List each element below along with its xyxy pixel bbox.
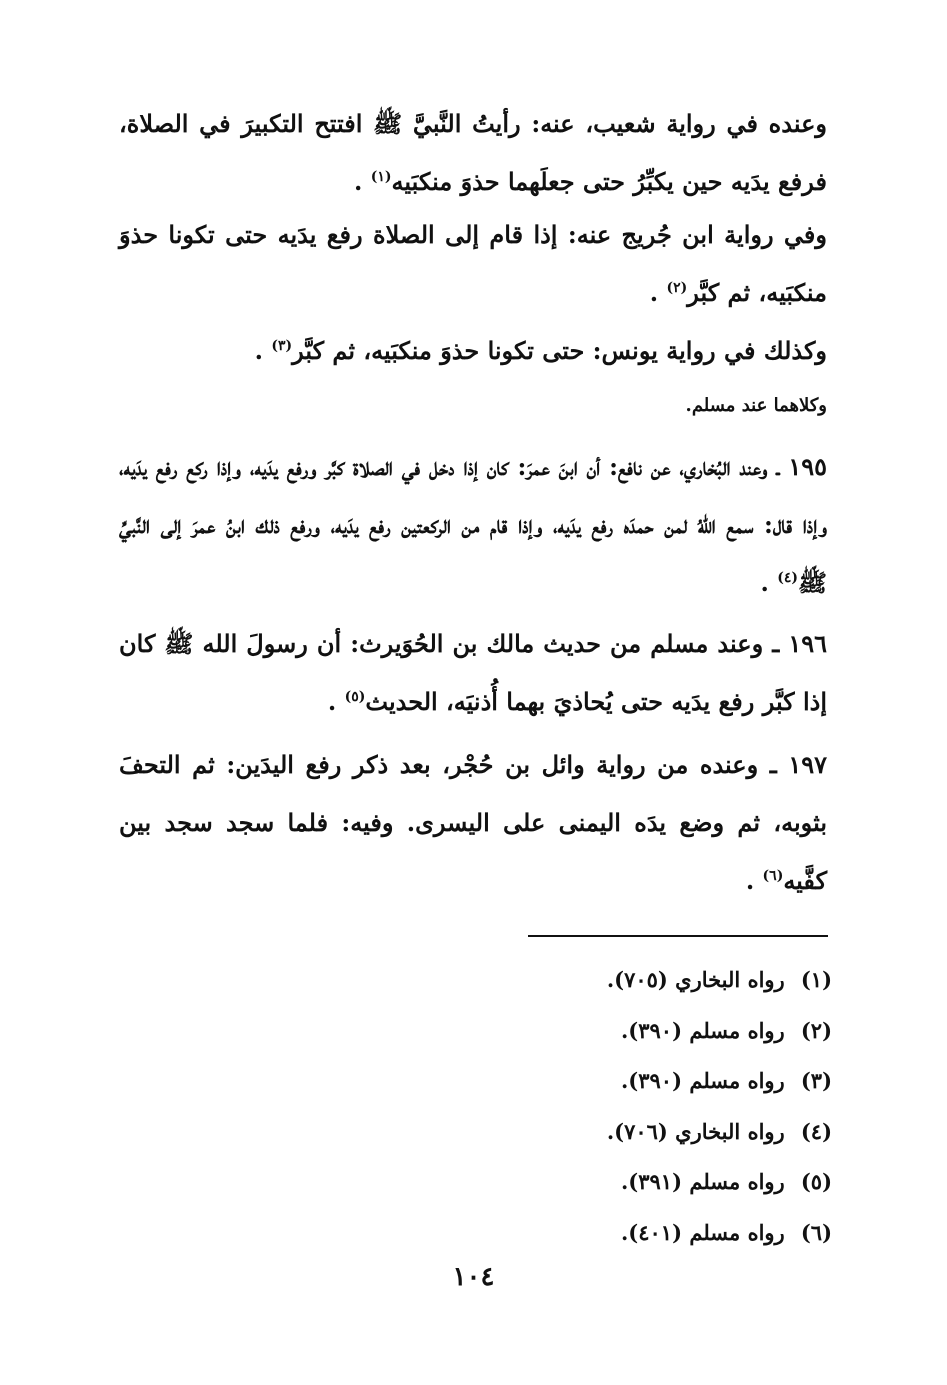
footnote-5 — [432, 1157, 832, 1208]
hadith-196 — [119, 615, 827, 731]
footnotes-list — [432, 955, 832, 1258]
footnote-6 — [432, 1208, 832, 1259]
footnote-ref: (٥) — [344, 689, 366, 705]
footnote-ref: (٢) — [666, 280, 688, 296]
hadith-197 — [119, 736, 827, 910]
footnote-number: (٢) — [800, 1017, 832, 1043]
footnote-number: (٤) — [800, 1118, 832, 1144]
paragraph-end: . — [354, 167, 363, 196]
paragraph-text: ١٩٦ ـ وعند مسلم من حديث مالك بن الحُوَيرث: أن رسولَ الله ﷺ كان إذا كبَّر رفع يدَيه حتى يُحاذيَ بهما أُذنيَه، الحديث — [119, 629, 827, 716]
footnote-number: (٦) — [800, 1219, 832, 1245]
footnote-text: رواه مسلم (٣٩٠). — [621, 1017, 785, 1043]
paragraph-end: . — [254, 336, 263, 365]
paragraph-text: وعنده في رواية شعيب، عنه: رأيتُ النَّبيَّ ﷺ افتتح التكبيرَ في الصلاة، فرفع يدَيه حين يكبِّرُ حتى جعلَهما حذوَ منكبَيه — [119, 109, 827, 196]
hadith-195 — [119, 438, 827, 612]
footnote-number: (٥) — [800, 1169, 832, 1194]
footnote-1 — [432, 955, 832, 1006]
footnote-ref: (١) — [370, 169, 392, 185]
footnote-ref: (٦) — [762, 868, 784, 884]
footnote-text: رواه البخاري (٧٠٥). — [606, 967, 785, 992]
footnote-ref: (٤) — [777, 570, 798, 586]
paragraph-end: . — [745, 866, 755, 895]
footnote-text: رواه مسلم (٤٠١). — [621, 1219, 785, 1245]
footnote-text: رواه مسلم (٣٩١). — [621, 1169, 785, 1194]
paragraph-text: وكلاهما عند مسلم. — [685, 395, 827, 416]
paragraph-4 — [119, 386, 827, 426]
footnote-2 — [432, 1006, 832, 1057]
paragraph-text: ١٩٧ ـ وعنده من رواية وائل بن حُجْر، بعد ذكر رفع اليدَين: ثم التحفَ بثوبه، ثم وضع يدَه اليمنى على اليسرى. وفيه: فلما سجد سجد بين كفَّيه — [119, 750, 827, 895]
footnote-4 — [432, 1107, 832, 1158]
footnote-text: رواه مسلم (٣٩٠). — [621, 1068, 785, 1093]
paragraph-3 — [119, 322, 827, 380]
footnote-number: (٣) — [800, 1068, 832, 1093]
footnote-text: رواه البخاري (٧٠٦). — [606, 1118, 785, 1144]
paragraph-end: . — [649, 278, 659, 307]
paragraph-end: . — [327, 687, 337, 716]
footnote-divider — [528, 935, 828, 937]
paragraph-text: وكذلك في رواية يونس: حتى تكونا حذوَ منكبَيه، ثم كبَّر — [292, 336, 827, 365]
footnote-3 — [432, 1056, 832, 1107]
paragraph-2 — [119, 206, 827, 322]
page-number: ١٠٤ — [452, 1262, 495, 1292]
footnote-number: (١) — [800, 967, 832, 992]
paragraph-text: وفي رواية ابن جُريج عنه: إذا قام إلى الصلاة رفع يدَيه حتى تكونا حذوَ منكبَيه، ثم كبَّر — [119, 220, 827, 307]
paragraph-end: . — [760, 568, 769, 597]
paragraph-1 — [119, 95, 827, 211]
paragraph-text: ١٩٥ ـ وعند البُخاري، عن نافع: أن ابنَ عمرَ: كان إذا دخل في الصلاة كبَّر ورفع يدَيه، وإذا ركع رفع يدَيه، وإذا قال: سمع اللهُ لمن حمدَه رفع يدَيه، وإذا قام من الركعتين رفع يدَيه، ورفع ذلك ابنُ عمرَ إلى النَّبيِّ ﷺ — [119, 452, 827, 597]
footnote-ref: (٣) — [271, 338, 293, 354]
